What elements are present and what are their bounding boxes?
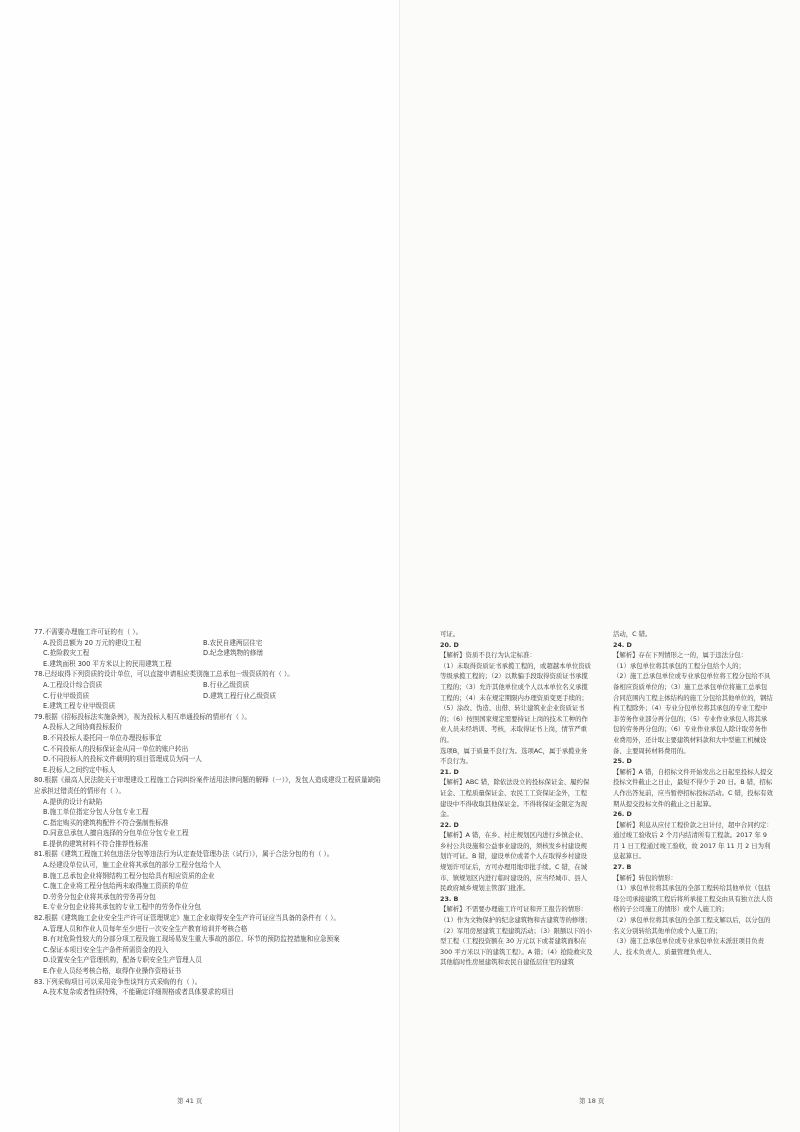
- option-row: [34, 691, 384, 702]
- option: A.经建设单位认可，施工企业将其承包的部分工程分包给个人: [43, 861, 221, 870]
- answer-number: 26. D: [613, 810, 632, 819]
- answer-text: 【解析】A 错，在乡、村庄规划区内进行乡镇企业、乡村公共设施和公益事业建设的，须核发乡村建设规划许可证。B 错，建设单位或者个人在取得乡村建设规划许可证后，方可办理用地审批手续。C 错，在城市、镇规划区内进行临时建设的，应当经城市、县人民政府城乡规划主管部门批准。: [440, 831, 588, 893]
- answer-text: 【解析】不需要办理施工许可证和开工报告的情形：（1）作为文物保护的纪念建筑物和古建筑等的修缮；（2）军用房屋建筑工程建筑活动；（3）限额以下的小型工程（工程投资额在 30 万元以下或者建筑面积在 300 平方米以下的建筑工程）。A 错；（4）抢险救灾及其他临时性房屋建筑和农民自建低层住宅的建筑: [440, 905, 593, 967]
- question-stem: 83.下列采购项目可以采用竞争性谈判方式采购的有（ ）。: [34, 977, 202, 986]
- answer-column-left: [440, 629, 593, 968]
- option: A.工程设计综合资质: [43, 680, 103, 689]
- option: A.技术复杂或者性质特殊，不能确定详细规格或者具体要求的项目: [43, 988, 235, 997]
- page-number: 第 41 页: [177, 1097, 203, 1105]
- question-stem: 80.根据《最高人民法院关于审理建设工程施工合同纠纷案件适用法律问题的解释（一）》，发包人造成建设工程质量缺陷应承担过错责任的情形有（ ）。: [34, 776, 381, 795]
- option: D.同意总承包人擅自选择的分包单位分包专业工程: [43, 829, 189, 838]
- option: E.建筑工程专业甲级资质: [43, 702, 116, 711]
- question-list: [34, 627, 384, 998]
- answer-text: 活动，C 错。: [613, 630, 652, 638]
- answer-number: 24. D: [613, 640, 632, 649]
- option: D.不同投标人的投标文件载明的项目管理成员为同一人: [43, 755, 202, 764]
- option: C.保证本项目安全生产条件所需资金的投入: [43, 945, 169, 954]
- answer-text: 【解析】A 错，自招标文件开始发出之日起至投标人提交投标文件截止之日止，最短不得少于 20 日。B 错，招标人作出答复前，应当暂停招标投标活动。C 错，投标有效期从提交投标文件的截止之日起算。: [613, 767, 773, 808]
- option: E.作业人员经考核合格，取得作业操作资格证书: [43, 967, 182, 975]
- option: C.抢险救灾工程: [43, 649, 90, 658]
- answer-text: （3）施工总承包单位或专业承包单位未派驻项目负责人、技术负责人、质量管理负责人、: [613, 937, 765, 956]
- question-stem: 77.不需要办理施工许可证的有（ ）。: [34, 628, 143, 636]
- option: A.提供的设计有缺陷: [43, 797, 103, 806]
- answer-text: 可证。: [440, 630, 460, 638]
- option: B.不同投标人委托同一单位办理投标事宜: [43, 733, 162, 742]
- answer-text: （1）承包单位将其承包的工程分包给个人的；: [613, 661, 745, 670]
- answer-text: （2）承包单位将其承包的全部工程支解以后，以分包的名义分别转给其他单位或个人施工的；: [613, 916, 771, 935]
- answer-number: 23. B: [440, 894, 459, 903]
- option-row: [34, 638, 384, 649]
- option: C.不同投标人的投标保证金从同一单位的账户转出: [43, 744, 189, 753]
- answer-text: （1）未取得资质证书承揽工程的，或超越本单位资质等级承揽工程的；（2）以欺骗手段取得资质证书承揽工程的；（3）允许其他单位或个人以本单位名义承揽工程的；（4）未在规定期限内办理资质变更手续的；（5）涂改、伪造、出借、转让建筑业企业资质证书的；（6）按照国家规定需要持证上岗的技术工种的作业人员未经培训、考核，未取得证书上岗，情节严重的。: [440, 661, 592, 744]
- answer-number: 27. B: [613, 863, 632, 872]
- question-stem: 81.根据《建筑工程施工转包违法分包等违法行为认定查处管理办法（试行）》，属于合法分包的有（ ）。: [34, 850, 334, 859]
- option: E.投标人之间约定中标人: [43, 765, 116, 774]
- option: A.投资总额为 20 万元的建设工程: [43, 638, 142, 647]
- option: E.建筑面积 300 平方米以上的民用建筑工程: [43, 659, 172, 668]
- answer-number: 25. D: [613, 757, 632, 766]
- question-stem: 78.已经取得下列资质的设计单位，可以直接申请相应类别施工总承包一级资质的有（ ）。: [34, 670, 294, 679]
- option: C.指定购买的建筑构配件不符合强制性标准: [43, 818, 169, 827]
- option: C.施工企业将工程分包给两未取得施工资质的单位: [43, 882, 189, 891]
- option: D.纪念建筑物的修缮: [203, 649, 263, 658]
- answer-text: 【解析】ABC 错，除依法设立的投标保证金、履约保证金、工程质量保证金、农民工工资保证金外，工程建设中不得收取其他保证金。不得将保证金限定为现金。: [440, 778, 590, 819]
- answer-text: 【解析】存在下列情形之一的，属于违法分包：: [613, 651, 748, 660]
- option: D.劳务分包企业将其承包的劳务再分包: [43, 892, 156, 901]
- option: E.专业分包企业将其承包的专业工程中的劳务作业分包: [43, 903, 201, 912]
- option: A.投标人之间协商投标报价: [43, 723, 123, 732]
- answer-text: （1）承包单位将其承包的全部工程转给其他单位（包括母公司承接建筑工程后将所承接工程交由具有独立法人资格的子公司施工的情形）或个人施工的；: [613, 884, 773, 914]
- right-page: [400, 0, 800, 1132]
- answer-text: （2）施工总承包单位或专业承包单位将工程分包给不具备相应资质单位的；（3）施工总承包单位将施工总承包合同范围内工程主体结构的施工分包给其他单位的，钢结构工程除外；（4）专业分包单位将其承包的专业工程中非劳务作业部分再分包的；（5）专业作业承包人将其承包的劳务再分包的；（6）专业作业承包人除计取劳务作业费用外，还计取主要建筑材料款和大中型施工机械设备、主要周转材料费用的。: [613, 672, 773, 755]
- option-row: [34, 648, 384, 659]
- answer-text: 【解析】转包的情形：: [613, 873, 677, 882]
- option: C.行业甲级资质: [43, 691, 90, 700]
- answer-number: 21. D: [440, 767, 459, 776]
- option: A.管理人员和作业人员每年至少进行一次安全生产教育培训并考核合格: [43, 924, 248, 933]
- question-stem: 79.根据《招标投标法实施条例》，视为投标人相互串通投标的情形有（ ）。: [34, 712, 251, 721]
- answer-text: 【解析】资质不良行为认定标准：: [440, 651, 536, 660]
- page-number: 第 18 页: [579, 1097, 605, 1105]
- option: E.提供的建筑材料不符合推荐性标准: [43, 839, 149, 848]
- option: B.行业乙级资质: [203, 680, 250, 689]
- option-row: [34, 680, 384, 691]
- option: B.施工总承包企业将钢结构工程分包给具有相应资质的企业: [43, 871, 215, 880]
- question-stem: 82.根据《建筑施工企业安全生产许可证管理规定》施工企业取得安全生产许可证应当具备的条件有（ ）。: [34, 914, 340, 923]
- answer-text: 选项B，属于质量不良行为。选项AC，属于承揽业务不良行为。: [440, 746, 588, 766]
- option: B.有对危险性较大的分部分项工程及施工现场易发生重大事故的部位、环节的预防监控措施和应急预案: [43, 935, 340, 944]
- option: D.建筑工程行业乙级资质: [203, 691, 277, 700]
- answer-text: 【解析】利息从应付工程价款之日计付，超中合同约定：通过竣工验收后 2 个月内结清所有工程款。2017 年 9 月 1 日工程通过竣工验收，故 2017 年 11 月 2 日为利息起算日。: [613, 820, 773, 861]
- option: D.设置安全生产管理机构，配备专职安全生产管理人员: [43, 956, 202, 965]
- answer-number: 22. D: [440, 820, 459, 829]
- answer-column-right: [613, 629, 773, 957]
- option: B.施工单位指定分包人分包专业工程: [43, 808, 149, 817]
- answer-number: 20. D: [440, 640, 459, 649]
- option: B.农民自建两层住宅: [203, 638, 263, 647]
